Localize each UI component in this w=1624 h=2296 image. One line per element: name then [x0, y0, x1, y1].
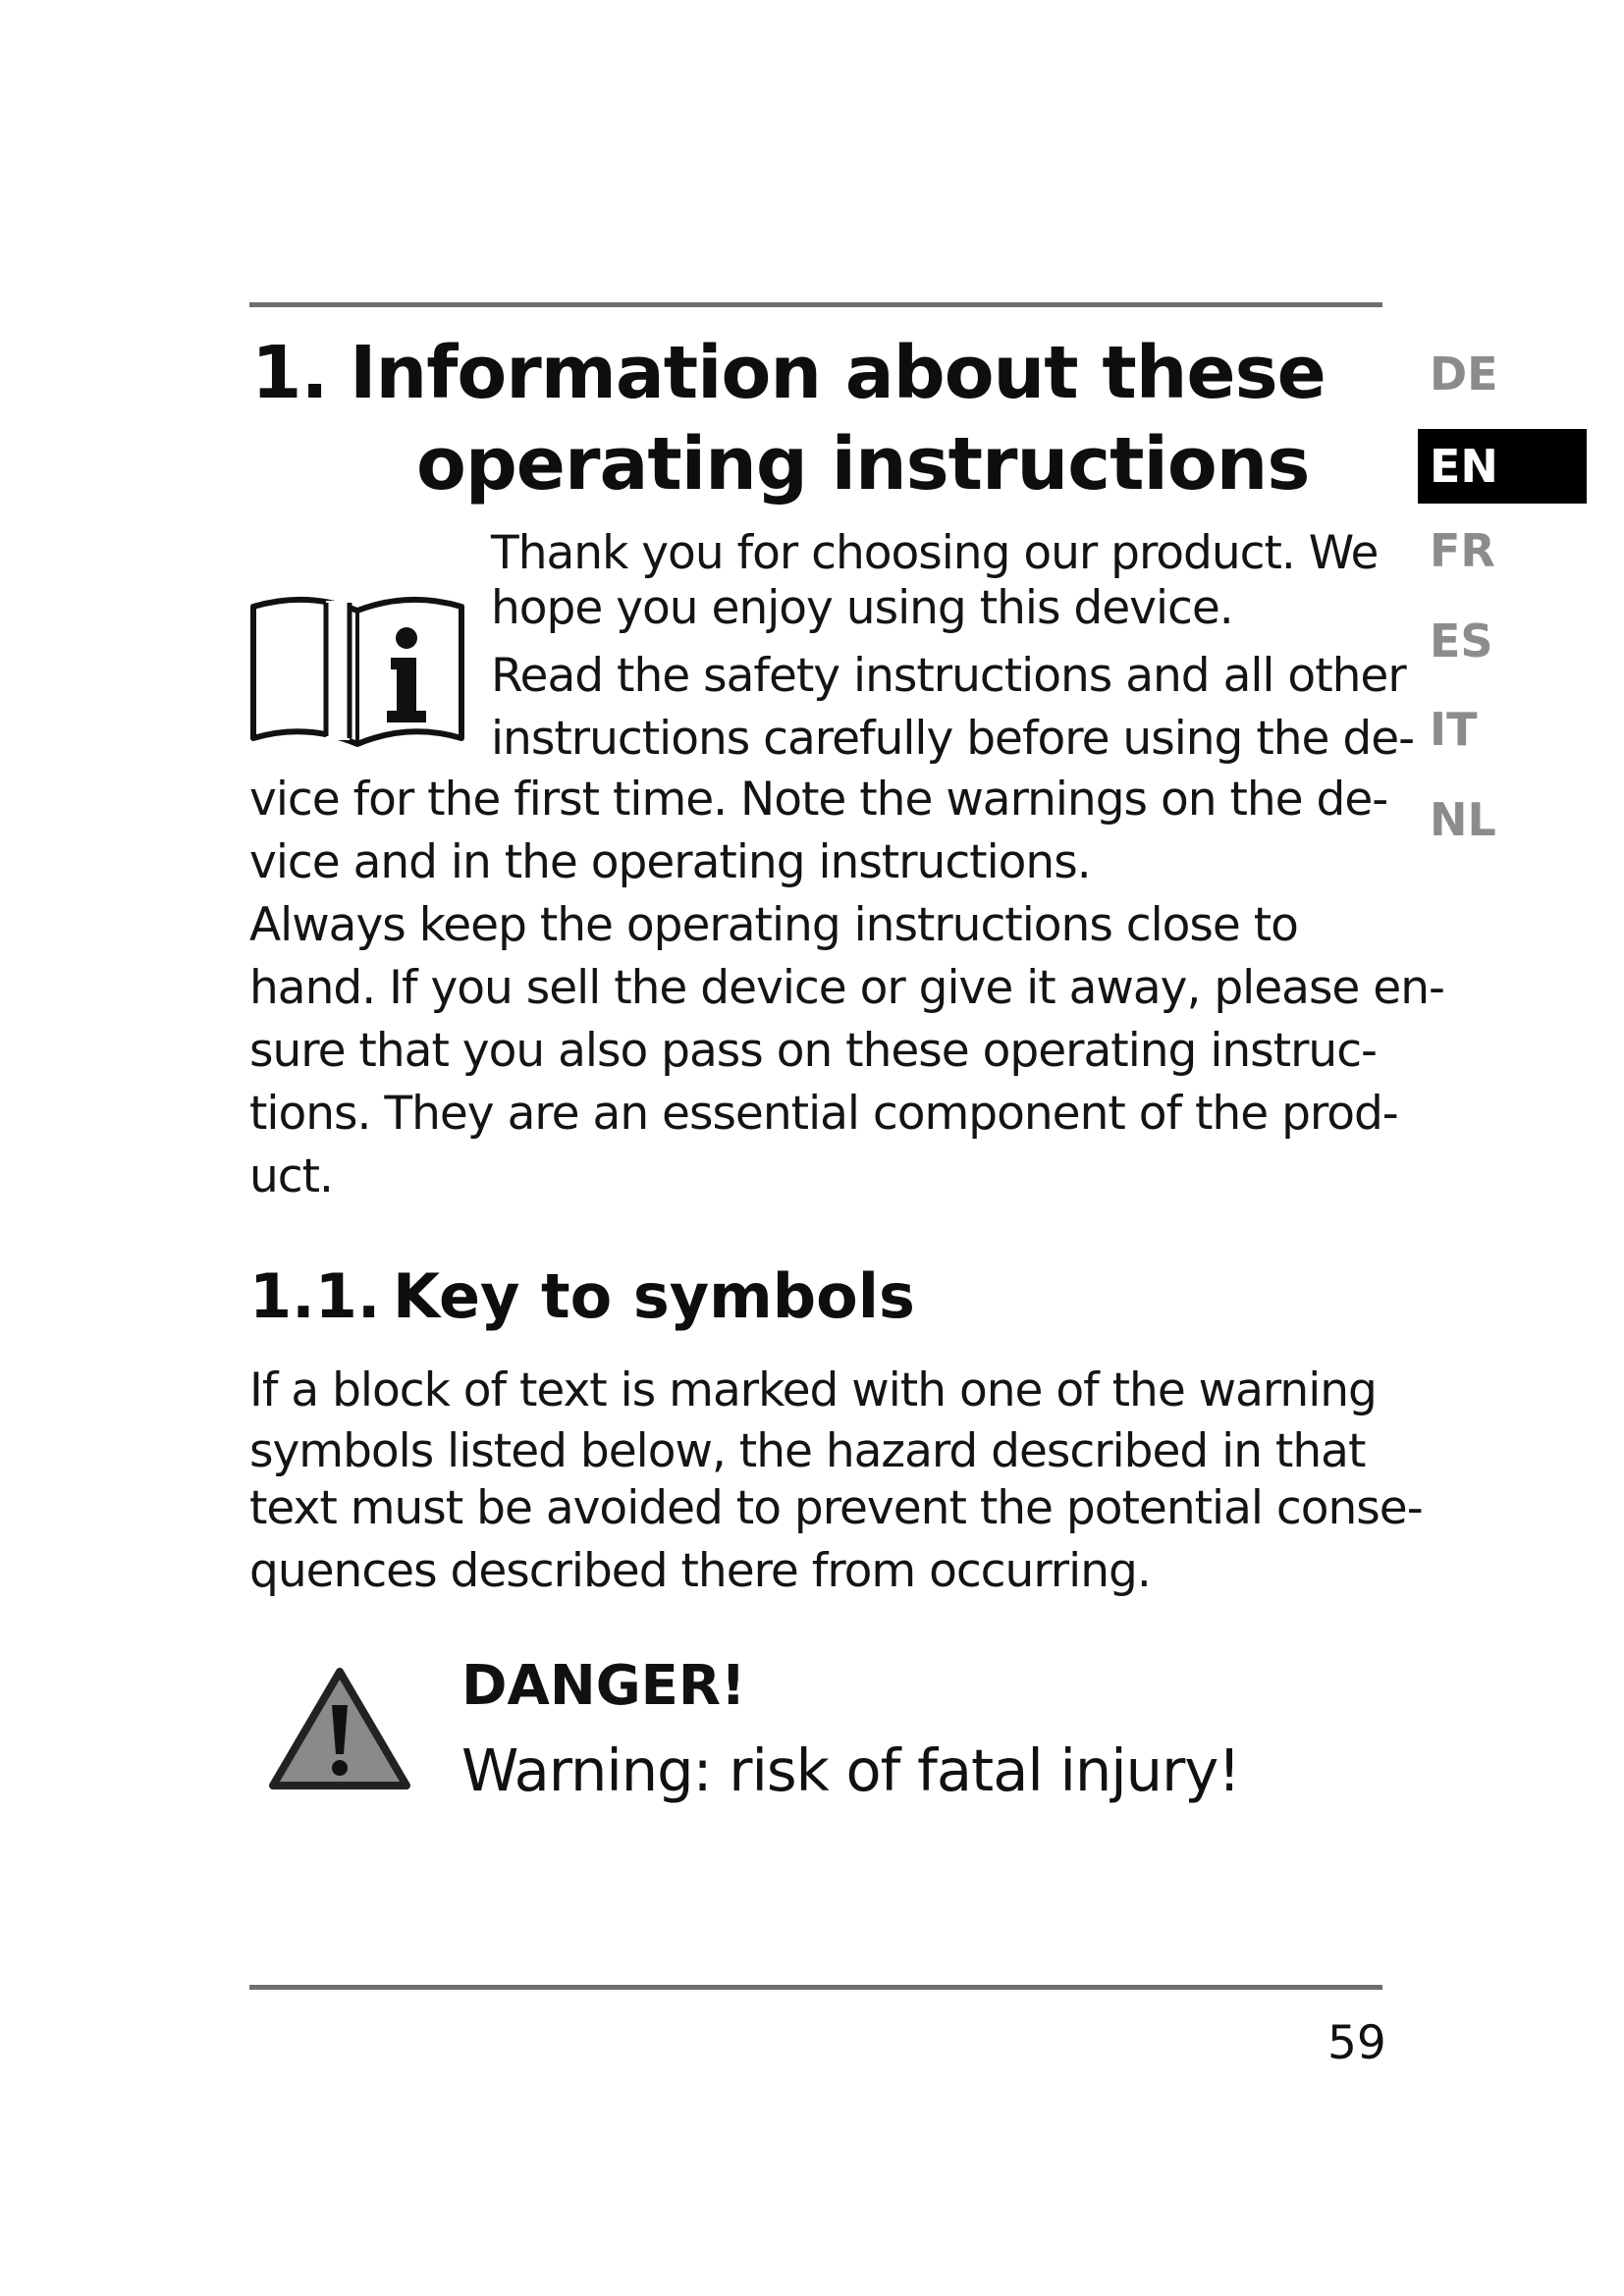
intro-line: hand. If you sell the device or give it away, please en-: [249, 961, 1444, 1015]
subsection-number: 1.1.: [249, 1260, 381, 1332]
key-line: text must be avoided to prevent the potential conse-: [249, 1481, 1423, 1535]
section-number: 1.: [251, 331, 328, 415]
danger-title: DANGER!: [461, 1654, 746, 1718]
intro-line: vice and in the operating instructions.: [249, 835, 1091, 889]
intro-line: tions. They are an essential component of the prod-: [249, 1087, 1398, 1141]
language-tab-fr[interactable]: FR: [1430, 524, 1495, 577]
key-line: If a block of text is marked with one of the warning: [249, 1363, 1377, 1417]
key-line: symbols listed below, the hazard described in that: [249, 1424, 1366, 1478]
top-divider: [249, 302, 1382, 307]
language-tab-it[interactable]: IT: [1430, 703, 1478, 756]
warning-triangle-icon: [267, 1664, 412, 1793]
language-tab-de[interactable]: DE: [1430, 347, 1498, 400]
language-tab-en[interactable]: EN: [1418, 429, 1587, 504]
section-title-line-1: Information about these: [350, 331, 1326, 415]
intro-line: vice for the first time. Note the warnings on the de-: [249, 773, 1388, 827]
language-tab-nl[interactable]: NL: [1430, 793, 1496, 846]
bottom-divider: [249, 1985, 1382, 1990]
subsection-title: Key to symbols: [393, 1260, 915, 1332]
intro-line: sure that you also pass on these operating instruc-: [249, 1024, 1378, 1078]
intro-line: uct.: [249, 1149, 333, 1203]
intro-line: instructions carefully before using the de-: [491, 712, 1415, 766]
read-manual-info-icon: [247, 589, 467, 752]
intro-line: Read the safety instructions and all other: [491, 649, 1406, 703]
intro-line: Thank you for choosing our product. We: [491, 526, 1379, 580]
language-tab-es[interactable]: ES: [1430, 614, 1493, 667]
page-number: 59: [1327, 2016, 1386, 2070]
section-title-line-2: operating instructions: [416, 422, 1310, 507]
intro-line: Always keep the operating instructions close to: [249, 898, 1298, 952]
danger-description: Warning: risk of fatal injury!: [461, 1736, 1240, 1804]
intro-line: hope you enjoy using this device.: [491, 581, 1233, 635]
key-line: quences described there from occurring.: [249, 1544, 1151, 1598]
